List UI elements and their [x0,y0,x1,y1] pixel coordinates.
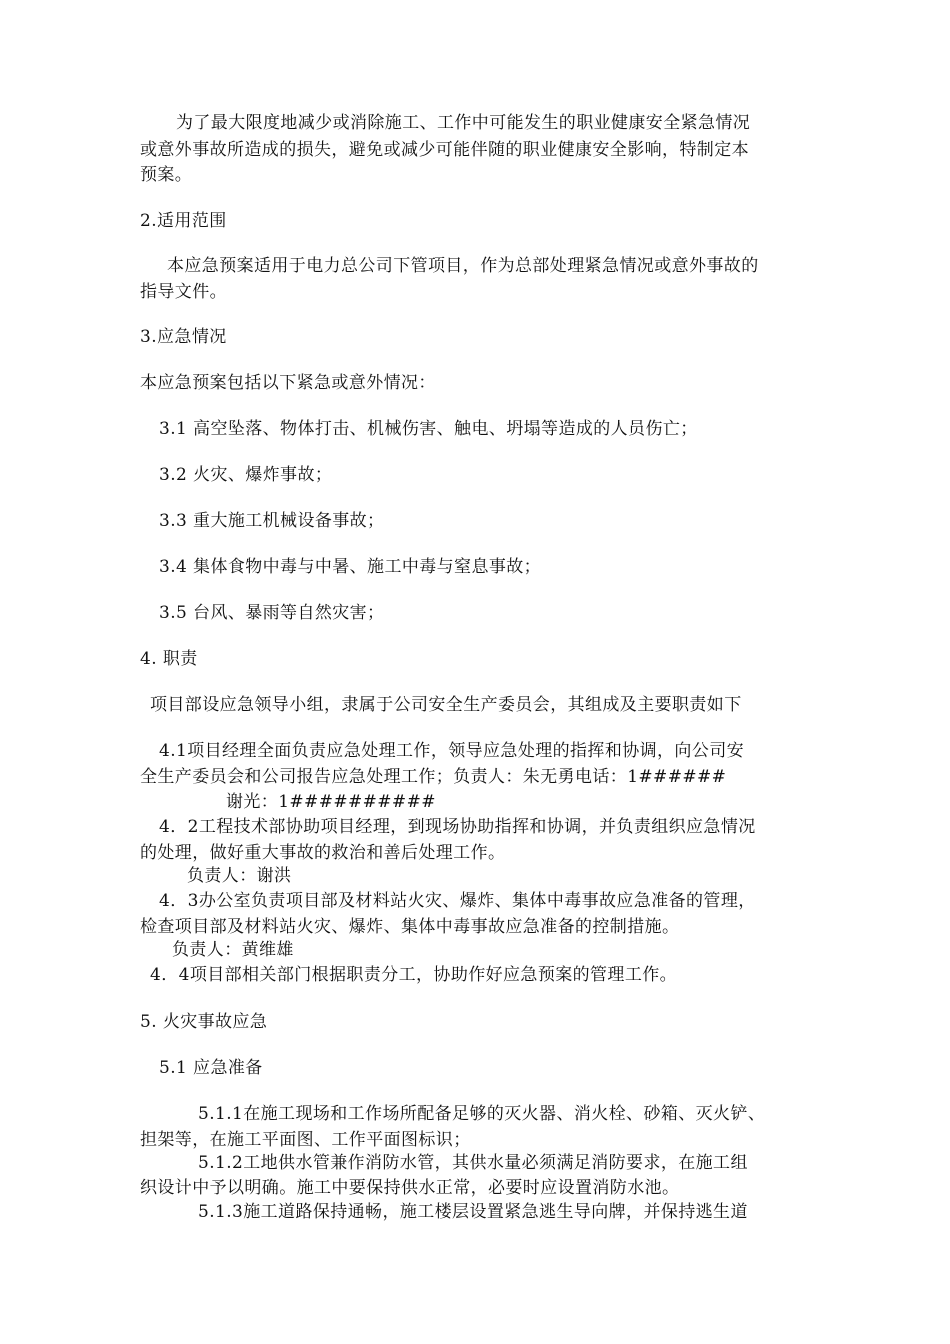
section-2-line-1: 本应急预案适用于电力总公司下管项目，作为总部处理紧急情况或意外事故的 [167,256,759,276]
item-4-3-line-3: 负责人：黄维雄 [172,940,294,960]
section-3-item: 3.2 火灾、爆炸事故； [159,465,333,485]
item-4-2-line-1: 4．2工程技术部协助项目经理，到现场协助指挥和协调，并负责组织应急情况 [159,817,756,837]
item-4-1-line-1: 4.1项目经理全面负责应急处理工作，领导应急处理的指挥和协调，向公司安 [159,741,745,761]
item-5-1-2-line-1: 5.1.2工地供水管兼作消防水管，其供水量必须满足消防要求，在施工组 [198,1153,748,1173]
item-4-2-line-3: 负责人：谢洪 [187,866,292,886]
section-5-1-heading: 5.1 应急准备 [159,1058,263,1078]
item-4-3-line-1: 4．3办公室负责项目部及材料站火灾、爆炸、集体中毒事故应急准备的管理， [159,891,756,911]
intro-line-2: 或意外事故所造成的损失，避免或减少可能伴随的职业健康安全影响，特制定本 [140,140,749,160]
section-4-intro: 项目部设应急领导小组，隶属于公司安全生产委员会，其组成及主要职责如下 [150,695,742,715]
section-3-item: 3.1 高空坠落、物体打击、机械伤害、触电、坍塌等造成的人员伤亡； [159,419,698,439]
item-4-1-line-3: 谢光：1########## [226,792,436,812]
section-3-item: 3.3 重大施工机械设备事故； [159,511,385,531]
section-2-heading: 2.适用范围 [140,211,227,231]
section-2-line-2: 指导文件。 [140,282,227,302]
section-3-item: 3.5 台风、暴雨等自然灾害； [159,603,385,623]
intro-line-1: 为了最大限度地减少或消除施工、工作中可能发生的职业健康安全紧急情况 [176,113,751,133]
item-4-4: 4．4项目部相关部门根据职责分工，协助作好应急预案的管理工作。 [150,965,678,985]
section-3-heading: 3.应急情况 [140,327,227,347]
intro-line-3: 预案。 [140,165,193,185]
item-5-1-1-line-2: 担架等，在施工平面图、工作平面图标识； [140,1130,471,1150]
section-5-heading: 5. 火灾事故应急 [140,1012,268,1032]
section-4-heading: 4. 职责 [140,649,198,669]
section-3-item: 3.4 集体食物中毒与中暑、施工中毒与窒息事故； [159,557,542,577]
item-5-1-1-line-1: 5.1.1在施工现场和工作场所配备足够的灭火器、消火栓、砂箱、灭火铲、 [198,1104,766,1124]
item-4-1-line-2: 全生产委员会和公司报告应急处理工作；负责人：朱无勇电话：1###### [140,767,727,787]
item-4-3-line-2: 检查项目部及材料站火灾、爆炸、集体中毒事故应急准备的控制措施。 [140,917,680,937]
item-5-1-2-line-2: 织设计中予以明确。施工中要保持供水正常，必要时应设置消防水池。 [140,1178,680,1198]
item-5-1-3-line-1: 5.1.3施工道路保持通畅，施工楼层设置紧急逃生导向牌，并保持逃生道 [198,1202,748,1222]
section-3-intro: 本应急预案包括以下紧急或意外情况： [140,373,436,393]
item-4-2-line-2: 的处理，做好重大事故的救治和善后处理工作。 [140,843,506,863]
